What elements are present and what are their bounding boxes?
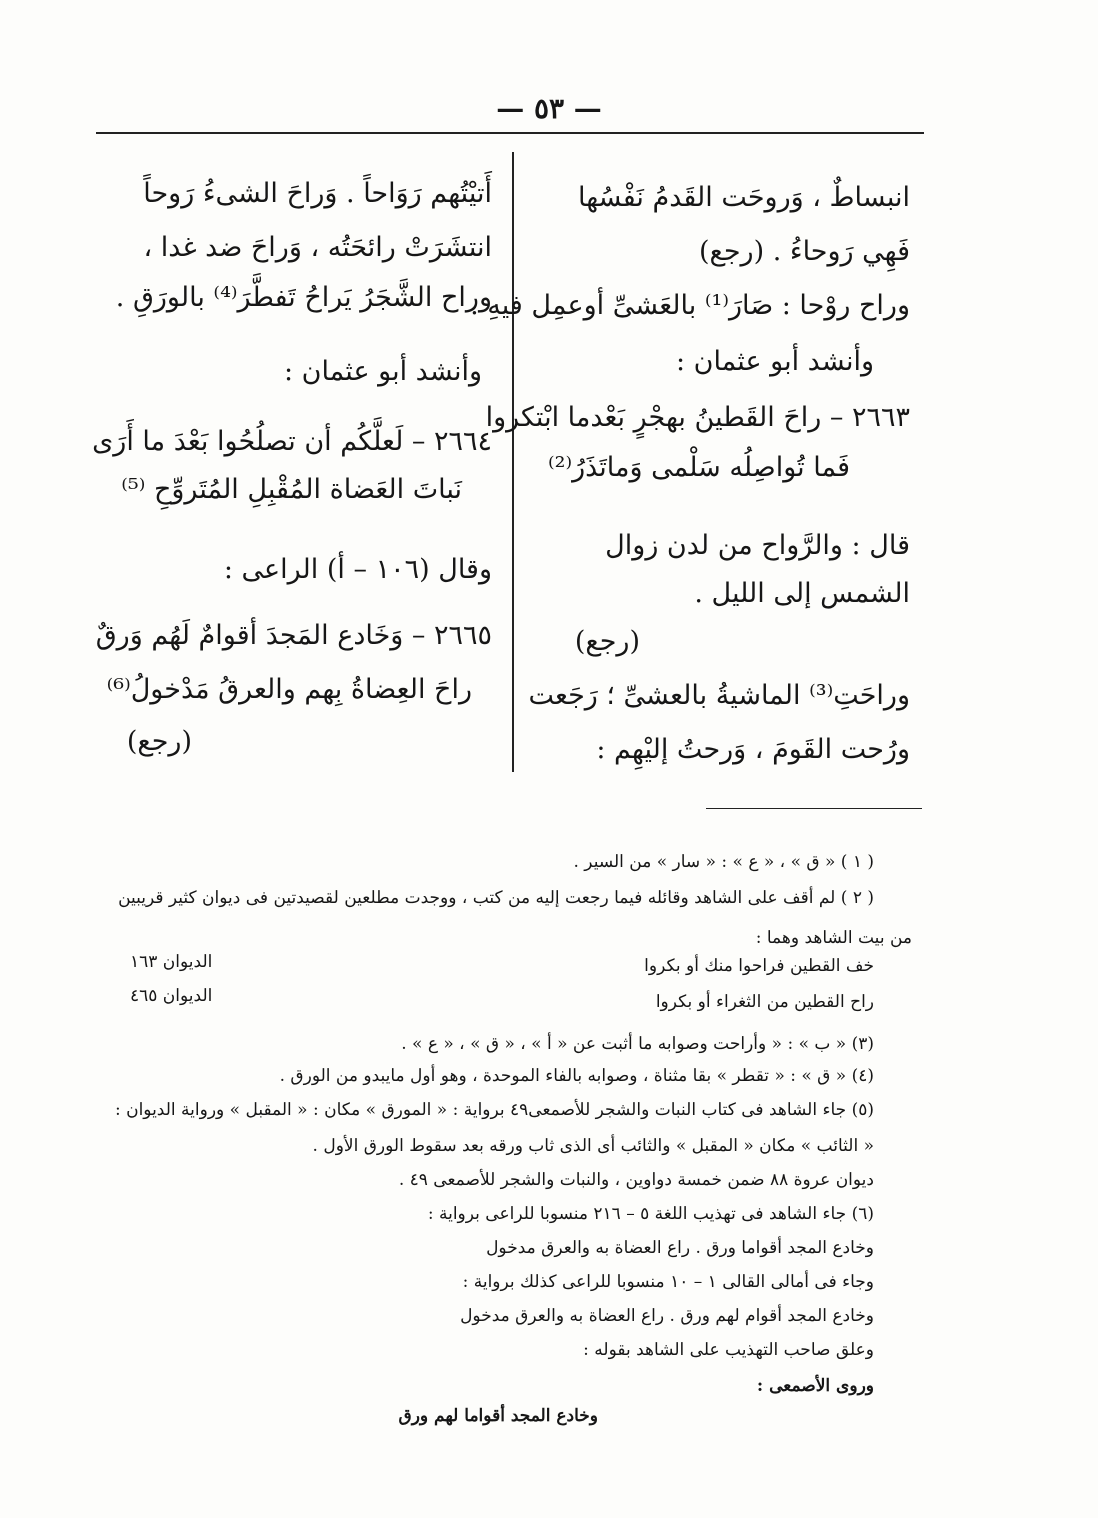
footnote-6d: وخادع المجد أقوام لهم ورق . راع العضاة به والعرق مدخول bbox=[460, 1306, 874, 1326]
left-line-10: (رجع) bbox=[126, 726, 192, 757]
footnote-5a: (٥) جاء الشاهد فى كتاب النبات والشجر للأصمعى٤٩ برواية : « المورق » مكان : « المقبل » ورواية الديوان : bbox=[114, 1100, 874, 1120]
left-line-4: وأنشد أبو عثمان : bbox=[283, 356, 482, 387]
right-column bbox=[470, 150, 910, 790]
footnote-6f: وروى الأصمعى : bbox=[756, 1376, 874, 1396]
page-number: — ٥٣ — bbox=[496, 92, 602, 125]
verse-2665-a: ٢٦٦٥ – وَخَادع المَجدَ أقوامٌ لَهُم وَرقٌ bbox=[95, 620, 492, 651]
header-rule bbox=[96, 132, 924, 134]
footnote-5b: « الثائب » مكان « المقبل » والثائب أى الذى ثاب ورقه بعد سقوط الورق الأول . bbox=[312, 1136, 874, 1156]
verse-2663-b: فَما تُواصِلُه سَلْمى وَماتَذَرُ⁽²⁾ bbox=[547, 452, 850, 483]
left-line-7: وقال (١٠٦ – أ) الراعى : bbox=[223, 554, 492, 585]
footnote-5c: ديوان عروة ٨٨ ضمن خمسة دواوين ، والنبات والشجر للأصمعى ٤٩ . bbox=[398, 1170, 874, 1190]
footnote-rule bbox=[706, 808, 922, 809]
footnote-2-verse-1: خف القطين فراحوا منك أو بكروا bbox=[644, 956, 874, 976]
footnote-6a: (٦) جاء الشاهد فى تهذيب اللغة ٥ – ٢١٦ منسوبا للراعى برواية : bbox=[427, 1204, 874, 1224]
left-line-1: أَتيْتُهم رَوَاحاً . وَراحَ الشىءُ رَوحاً bbox=[143, 178, 492, 209]
footnote-4: (٤) « ق » : « تقطر » بقا مثناة ، وصوابه بالفاء الموحدة ، وهو أول مايبدو من الورق . bbox=[279, 1066, 874, 1086]
footnote-2-verse-1-source: الديوان ١٦٣ bbox=[130, 952, 213, 972]
footnote-2a: ( ٢ ) لم أقف على الشاهد وقائله فيما رجعت إليه من كتب ، ووجدت مطلعين لقصيدتين فى ديوان كثير قريبين bbox=[118, 888, 874, 908]
footnote-6e: وعلق صاحب التهذيب على الشاهد بقوله : bbox=[583, 1340, 874, 1360]
footnote-6b: وخادع المجد أقواما ورق . راع العضاة به والعرق مدخول bbox=[486, 1238, 874, 1258]
right-line-7: قال : والرَّواح من لدن زوال bbox=[605, 530, 910, 561]
footnote-2-verse-2-source: الديوان ٤٦٥ bbox=[130, 986, 213, 1006]
verse-2664-a: ٢٦٦٤ – لَعلَّكُم أن تصلُحُوا بَعْدَ ما أَرَى bbox=[92, 426, 492, 457]
right-line-2: فَهِي رَوحاءُ . (رجع) bbox=[698, 236, 910, 267]
verse-2665-b: راحَ العِضاةُ بِهم والعرقُ مَدْخولُ⁽⁶⁾ bbox=[106, 674, 472, 705]
footnote-6c: وجاء فى أمالى القالى ١ – ١٠ منسوبا للراعى كذلك برواية : bbox=[462, 1272, 874, 1292]
footnote-2-verse-2: راح القطين من الثغراء أو بكروا bbox=[655, 992, 874, 1012]
right-line-8: الشمس إلى الليل . bbox=[694, 578, 910, 609]
right-line-11: ورُحت القَومَ ، وَرحتُ إليْهِم : bbox=[596, 734, 910, 765]
left-column bbox=[92, 150, 492, 790]
column-divider bbox=[512, 152, 514, 772]
verse-2663-a: ٢٦٦٣ – راحَ القَطينُ بهجْرٍ بَعْدما ابْتكروا bbox=[485, 402, 910, 433]
footnote-3: (٣) « ب » : « وأراحت وصوابه ما أثبت عن « أ » ، « ق » ، « ع » . bbox=[401, 1034, 874, 1054]
footnote-1: ( ١ ) « ق » ، « ع » : « سار » من السير . bbox=[573, 852, 874, 872]
right-line-10: وراحَتِ⁽³⁾ الماشيةُ بالعشىِّ ؛ رَجَعت bbox=[528, 680, 910, 711]
right-line-9: (رجع) bbox=[574, 626, 640, 657]
left-line-2: انتشَرَتْ رائحَتُه ، وَراحَ ضد غدا ، bbox=[143, 232, 492, 263]
left-line-3: وراح الشَّجَرُ يَراحُ تَفطَّرَ⁽⁴⁾ بالورَقِ . bbox=[115, 282, 492, 313]
verse-2664-b: نَباتَ العَضاة المُقْبِلِ المُتَروِّحِ ⁽⁵⁾ bbox=[121, 474, 462, 505]
right-line-4: وأنشد أبو عثمان : bbox=[675, 346, 874, 377]
footnote-6g: وخادع المجد أقواما لهم ورق bbox=[398, 1406, 598, 1426]
right-line-3: وراح روْحا : صَارَ⁽¹⁾ بالعَشىِّ أوعمِل فيهِ . bbox=[470, 290, 910, 321]
footnote-2b: من بيت الشاهد وهما : bbox=[755, 928, 912, 948]
right-line-1: انبساطٌ ، وَروحَت القَدمُ نَفْسُها bbox=[577, 182, 910, 213]
